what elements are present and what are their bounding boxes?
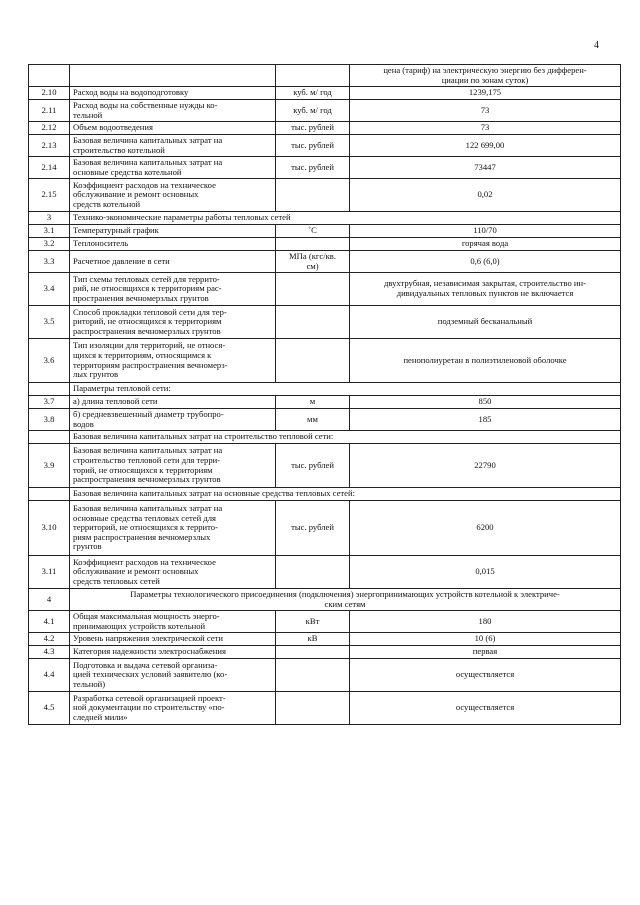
- parameter-name: Уровень напряжения электрической сети: [70, 633, 276, 646]
- parameter-value: горячая вода: [350, 238, 621, 251]
- parameter-value: 10 (6): [350, 633, 621, 646]
- parameter-unit: тыс. рублей: [276, 157, 350, 179]
- parameter-unit: [276, 306, 350, 339]
- parameter-value: 6200: [350, 501, 621, 556]
- parameter-unit: [276, 273, 350, 306]
- parameter-unit: м: [276, 396, 350, 409]
- parameter-name: Коэффициент расходов на техническое обслуживание и ремонт основных средств котельной: [70, 179, 276, 212]
- parameter-unit: кВ: [276, 633, 350, 646]
- table-row: [29, 157, 621, 179]
- parameter-name: а) длина тепловой сети: [70, 396, 276, 409]
- parameter-unit: тыс. рублей: [276, 501, 350, 556]
- table-row: [29, 488, 621, 501]
- row-number: 3.9: [29, 444, 70, 488]
- row-number: 3.11: [29, 556, 70, 589]
- row-number: 4.5: [29, 692, 70, 725]
- parameter-unit: тыс. рублей: [276, 444, 350, 488]
- parameter-unit: куб. м/ год: [276, 87, 350, 100]
- table-row: [29, 225, 621, 238]
- parameter-value: осуществляется: [350, 659, 621, 692]
- section-heading: Параметры тепловой сети:: [70, 383, 621, 396]
- parameter-value: 73447: [350, 157, 621, 179]
- table-row: [29, 179, 621, 212]
- row-number: 3.5: [29, 306, 70, 339]
- parameter-name: Базовая величина капитальных затрат на основные средства котельной: [70, 157, 276, 179]
- parameter-unit: [276, 238, 350, 251]
- parameter-name: Расход воды на водоподготовку: [70, 87, 276, 100]
- row-number: 2.13: [29, 135, 70, 157]
- section-heading: Параметры технологического присоединения (подключения) энергопринимающих устройств котельной к электриче- ским сетям: [70, 589, 621, 611]
- table-row: [29, 409, 621, 431]
- table-row: [29, 444, 621, 488]
- parameter-name: Расчетное давление в сети: [70, 251, 276, 273]
- row-number: 4.3: [29, 646, 70, 659]
- row-number: [29, 65, 70, 87]
- parameter-value: 110/70: [350, 225, 621, 238]
- table-row: [29, 100, 621, 122]
- parameter-name: Расход воды на собственные нужды ко- тельной: [70, 100, 276, 122]
- parameter-name: Тип изоляции для территорий, не относя- щихся к территориям, относящимся к территориям распространения вечномерз- лых грунтов: [70, 339, 276, 383]
- parameter-unit: тыс. рублей: [276, 135, 350, 157]
- parameter-unit: [276, 556, 350, 589]
- row-number: 3.3: [29, 251, 70, 273]
- parameter-unit: кВт: [276, 611, 350, 633]
- table-row: [29, 646, 621, 659]
- row-number: [29, 488, 70, 501]
- row-number: 2.12: [29, 122, 70, 135]
- parameter-value: подземный бесканальный: [350, 306, 621, 339]
- parameter-name: Базовая величина капитальных затрат на основные средства тепловых сетей для территорий, не относящихся к террито- риям распространения вечномерзлых грунтов: [70, 501, 276, 556]
- row-number: [29, 431, 70, 444]
- parameter-unit: [276, 339, 350, 383]
- row-number: 2.14: [29, 157, 70, 179]
- parameter-value: пенополиуретан в полиэтиленовой оболочке: [350, 339, 621, 383]
- table-row: [29, 431, 621, 444]
- row-number: [29, 383, 70, 396]
- table-row: [29, 396, 621, 409]
- parameter-name: Коэффициент расходов на техническое обслуживание и ремонт основных средств тепловых сетей: [70, 556, 276, 589]
- parameter-name: б) средневзвешенный диаметр трубопро- водов: [70, 409, 276, 431]
- row-number: 3.1: [29, 225, 70, 238]
- row-number: 3: [29, 212, 70, 225]
- parameter-value: цена (тариф) на электрическую энергию без дифферен- циации по зонам суток): [350, 65, 621, 87]
- row-number: 2.15: [29, 179, 70, 212]
- table-row: [29, 633, 621, 646]
- row-number: 4.2: [29, 633, 70, 646]
- table-row: [29, 339, 621, 383]
- parameter-name: Тип схемы тепловых сетей для террито- рий, не относящихся к территориям рас- пространения вечномерзлых грунтов: [70, 273, 276, 306]
- table-row: [29, 501, 621, 556]
- parameter-value: 180: [350, 611, 621, 633]
- row-number: 3.6: [29, 339, 70, 383]
- parameter-name: Разработка сетевой организацией проект- ной документации по строительству «по- следней мили»: [70, 692, 276, 725]
- parameter-unit: мм: [276, 409, 350, 431]
- row-number: 3.8: [29, 409, 70, 431]
- parameter-name: Категория надежности электроснабжения: [70, 646, 276, 659]
- parameter-name: Общая максимальная мощность энерго- принимающих устройств котельной: [70, 611, 276, 633]
- table-row: [29, 87, 621, 100]
- row-number: 4: [29, 589, 70, 611]
- parameter-name: Подготовка и выдача сетевой организа- цией технических условий заявителю (ко- тельной): [70, 659, 276, 692]
- table-row: [29, 135, 621, 157]
- table-row: [29, 251, 621, 273]
- row-number: 3.10: [29, 501, 70, 556]
- parameter-value: двухтрубная, независимая закрытая, строительство ин- дивидуальных тепловых пунктов не включается: [350, 273, 621, 306]
- table-row: [29, 273, 621, 306]
- table-row: [29, 122, 621, 135]
- row-number: 3.7: [29, 396, 70, 409]
- row-number: 2.10: [29, 87, 70, 100]
- page-number: 4: [594, 40, 599, 51]
- parameter-unit: куб. м/ год: [276, 100, 350, 122]
- row-number: 3.4: [29, 273, 70, 306]
- parameter-unit: [276, 65, 350, 87]
- parameter-value: 1239,175: [350, 87, 621, 100]
- table-row: [29, 65, 621, 87]
- parameter-name: Базовая величина капитальных затрат на строительство тепловой сети для терри- торий, не относящихся к территориям распространения вечномерзлых грунтов: [70, 444, 276, 488]
- parameter-unit: [276, 179, 350, 212]
- section-heading: Базовая величина капитальных затрат на основные средства тепловых сетей:: [70, 488, 621, 501]
- parameter-value: 122 699,00: [350, 135, 621, 157]
- table-row: [29, 383, 621, 396]
- parameter-unit: МПа (кгс/кв. см): [276, 251, 350, 273]
- parameter-unit: тыс. рублей: [276, 122, 350, 135]
- parameter-value: 0,015: [350, 556, 621, 589]
- row-number: 3.2: [29, 238, 70, 251]
- parameter-name: Теплоноситель: [70, 238, 276, 251]
- parameter-value: 0,02: [350, 179, 621, 212]
- table-row: [29, 659, 621, 692]
- parameter-unit: [276, 692, 350, 725]
- row-number: 2.11: [29, 100, 70, 122]
- parameter-value: 73: [350, 100, 621, 122]
- parameter-unit: [276, 646, 350, 659]
- table-row: [29, 692, 621, 725]
- parameter-name: Температурный график: [70, 225, 276, 238]
- parameter-unit: ˚С: [276, 225, 350, 238]
- table-row: [29, 238, 621, 251]
- parameter-value: 0,6 (6,0): [350, 251, 621, 273]
- parameter-name: Объем водоотведения: [70, 122, 276, 135]
- row-number: 4.1: [29, 611, 70, 633]
- parameter-unit: [276, 659, 350, 692]
- parameter-name: Базовая величина капитальных затрат на строительство котельной: [70, 135, 276, 157]
- parameter-value: 73: [350, 122, 621, 135]
- parameter-value: первая: [350, 646, 621, 659]
- parameter-value: 850: [350, 396, 621, 409]
- parameters-table: [28, 64, 621, 725]
- parameter-name: [70, 65, 276, 87]
- table-row: [29, 556, 621, 589]
- table-row: [29, 611, 621, 633]
- parameter-value: осуществляется: [350, 692, 621, 725]
- table-row: [29, 212, 621, 225]
- parameter-value: 22790: [350, 444, 621, 488]
- section-heading: Технико-экономические параметры работы тепловых сетей: [70, 212, 621, 225]
- row-number: 4.4: [29, 659, 70, 692]
- table-row: [29, 306, 621, 339]
- section-heading: Базовая величина капитальных затрат на строительство тепловой сети:: [70, 431, 621, 444]
- parameter-value: 185: [350, 409, 621, 431]
- table-row: [29, 589, 621, 611]
- parameter-name: Способ прокладки тепловой сети для тер- риторий, не относящихся к территориям распространения вечномерзлых грунтов: [70, 306, 276, 339]
